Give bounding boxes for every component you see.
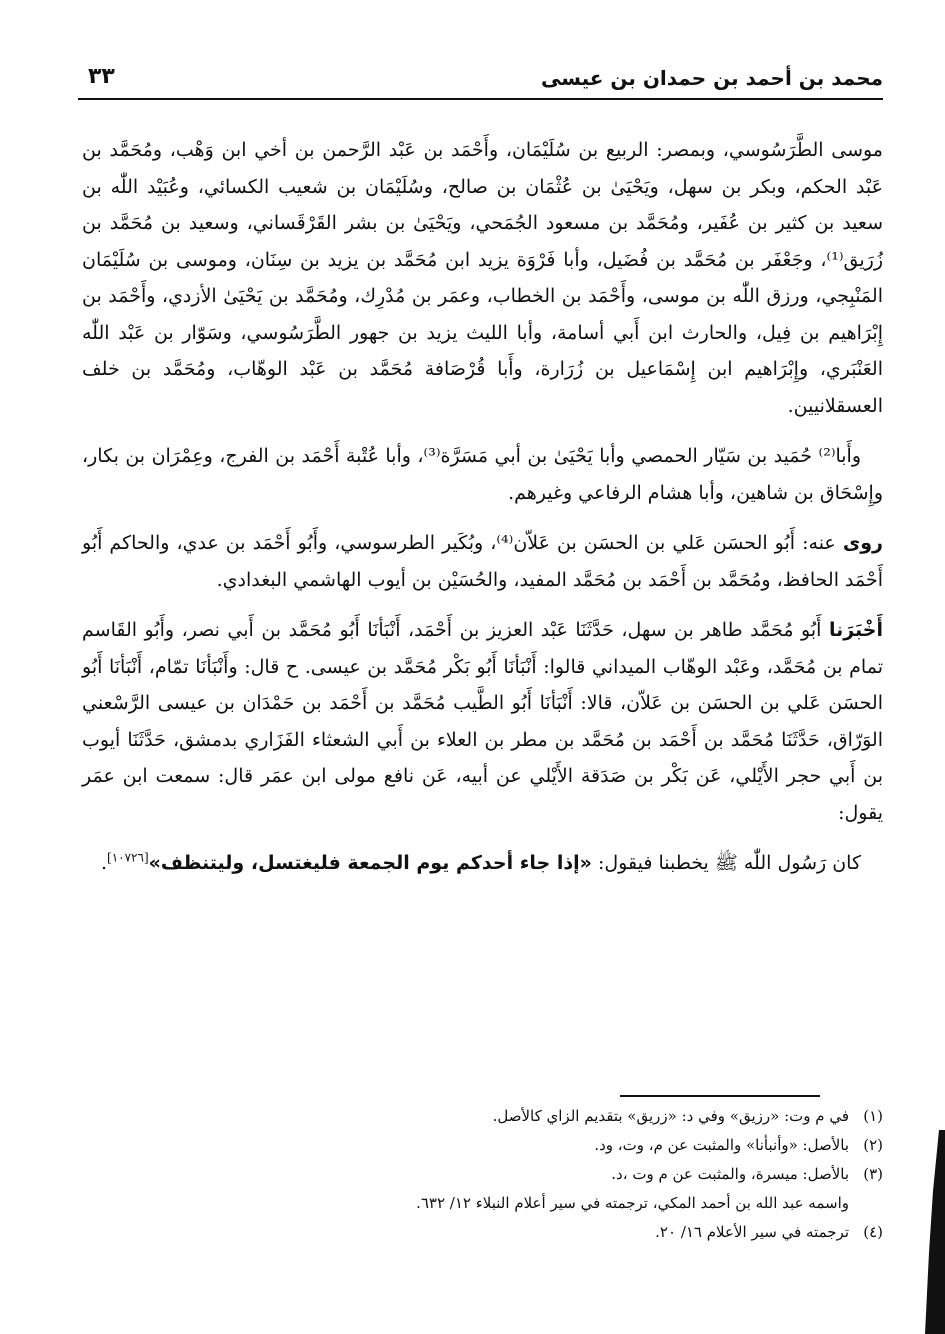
isnad-text: أَبُو مُحَمَّد طاهر بن سهل، حَدَّثَنَا عَبْد العزيز بن أَحْمَد، أَنْبَأنَا أَبُو مُحَمَّد بن أَبي نصر، وأَبُو القَاسم تمام بن مُحَمَّد، وعَبْد الوهّاب الميداني قالوا: أَنْبَأنَا أَبُو بَكْر مُحَمَّد بن عيسى. ح قال: وأَنْبَأنَا تمّام، أَنْبَأنَا أَبُو الحسَن عَلي بن الحسَن بن عَلاّن، قالا: أَنْبَأنَا أَبُو الطَّيب مُحَمَّد بن أَحْمَد بن حَمْدَان بن عيسى الرَّسْعني الوَرّاق، حَدَّثَنَا مُحَمَّد بن أَحْمَد بن مُحَمَّد بن مطر بن العلاء بن أَبي الشعثاء الفَزَاري بدمشق، حَدَّثَنَا أيوب بن أَبي حجر الأَيْلي، عَن بَكْر بن صَدَقة الأَيْلي عن أبيه، عَن نافع مولى ابن عمَر قال: سمعت ابن عمَر يقول: — [82, 619, 883, 824]
footnote-1 — [200, 1102, 883, 1131]
footnote-number: (٢) — [863, 1136, 883, 1154]
footnote-3-continued — [200, 1189, 883, 1218]
footnote-2 — [200, 1131, 883, 1160]
hadith-intro: كان رَسُول اللّٰه ﷺ يخطبنا فيقول: — [597, 852, 861, 874]
riwaya-lead: روى — [842, 532, 883, 554]
paragraph-teachers: موسى الطَّرَسُوسي، وبمصر: الربيع بن سُلَيْمَان، وأَحْمَد بن عَبْد الرَّحمن بن أخي ابن وَهْب، ومُحَمَّد بن عَبْد الحكم، وبكر بن سهل، ويَحْيَىٰ بن عُثْمَان بن صالح، وسُلَيْمَان بن شعيب الكسائي، وعُبَيْد اللّٰه بن سعيد بن كثير بن عُفَير، ومُحَمَّد بن مسعود الجُمَحي، ويَحْيَىٰ بن بشر القَرْقَساني، وسعيد بن مُحَمَّد بن زُرَيق⁽¹⁾، وجَعْفَر بن مُحَمَّد بن فُضَيل، وأبا فَرْوَة يزيد ابن مُحَمَّد بن يزيد بن سِنَان، وموسى بن سُلَيْمَان المَنْبِجي، ورزق اللّٰه بن موسى، وأَحْمَد بن الخطاب، وعمَر بن مُدْرِك، ومُحَمَّد بن يَحْيَىٰ الأزدي، وأَحْمَد بن إِبْرَاهيم بن فِيل، والحارث ابن أَبي أسامة، وأبا الليث يزيد بن جهور الطَّرَسُوسي، وسَوّار بن عَبْد اللّٰه العَنْبَري، وإِبْرَاهيم ابن إِسْمَاعيل بن زُرَارة، وأَبا قُرْصَافة مُحَمَّد بن عَبْد الوهّاب، ومُحَمَّد بن خلف العسقلانيين. — [82, 139, 883, 417]
paragraph-hadith — [82, 845, 883, 882]
scan-edge-shadow — [925, 1130, 945, 1334]
footnote-divider — [620, 1095, 820, 1097]
footnote-3 — [200, 1160, 883, 1189]
hadith-end: . — [100, 852, 108, 874]
page-number: ٣٣ — [88, 64, 115, 89]
main-text — [82, 132, 883, 896]
paragraph-riwaya — [82, 525, 883, 598]
footnote-text: ترجمته في سير الأعلام ١٦/ ٢٠. — [655, 1223, 849, 1241]
hadith-matn: «إذا جاء أحدكم يوم الجمعة فليغتسل، وليتنظف» — [148, 852, 592, 874]
footnote-text: بالأصل: «وأنبأنا» والمثبت عن م، وت، ود. — [594, 1136, 849, 1154]
footnote-4 — [200, 1218, 883, 1247]
footnote-number: (٤) — [863, 1223, 883, 1241]
footnote-text: بالأصل: ميسرة، والمثبت عن م وت ،د. — [611, 1165, 849, 1183]
isnad-lead: أَخْبَرَنا — [828, 619, 883, 641]
running-title: محمد بن أحمد بن حمدان بن عيسى — [540, 66, 883, 90]
footnote-number: (٣) — [863, 1165, 883, 1183]
running-header — [78, 58, 883, 100]
hadith-ref: [١٠٧٢٦] — [107, 850, 149, 865]
footnote-number: (١) — [863, 1107, 883, 1125]
paragraph-isnad — [82, 612, 883, 831]
footnote-text: واسمه عبد الله بن أحمد المكي، ترجمته في سير أعلام النبلاء ١٢/ ٦٣٢. — [416, 1194, 849, 1212]
footnote-text: في م وت: «رزيق» وفي د: «زريق» بتقديم الزاي كالأصل. — [492, 1107, 849, 1125]
footnotes — [200, 1102, 883, 1247]
paragraph-teachers-cont: وأَبا⁽²⁾ حُمَيد بن سَيّار الحمصي وأبا يَحْيَىٰ بن أبي مَسَرَّة⁽³⁾، وأبا عُتْبة أَحْمَد بن الفرج، وعِمْرَان بن بكار، وإِسْحَاق بن شاهين، وأبا هشام الرفاعي وغيرهم. — [82, 445, 883, 504]
riwaya-text: عنه: أَبُو الحسَن عَلي بن الحسَن بن عَلاّن⁽⁴⁾، وبُكَير الطرسوسي، وأَبُو أَحْمَد بن عدي، والحاكم أَبُو أَحْمَد الحافظ، ومُحَمَّد بن أَحْمَد بن مُحَمَّد المفيد، والحُسَيْن بن أيوب الهاشمي البغدادي. — [82, 532, 883, 591]
